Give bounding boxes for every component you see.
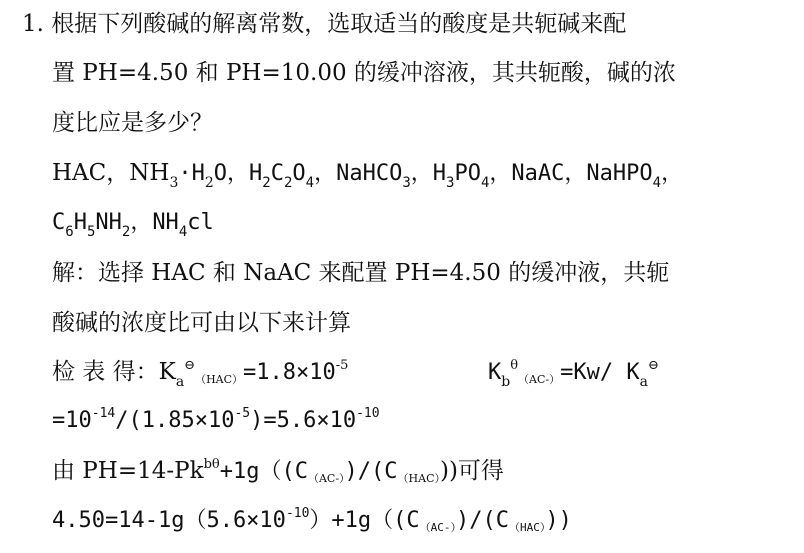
chem-hac: HAC，	[52, 160, 130, 186]
chem-text: ·H	[178, 161, 205, 186]
subscript: 4	[480, 175, 490, 191]
question-line-3: 度比应是多少？	[52, 110, 213, 136]
solution-line-2: 酸碱的浓度比可由以下来计算	[52, 310, 351, 336]
chem-text: O，	[213, 161, 250, 186]
chem-text: ，H	[410, 161, 447, 186]
kb-symbol: K	[488, 360, 502, 385]
lookup-label: 检 表 得：	[52, 359, 159, 385]
subscript: 2	[204, 175, 214, 191]
chem-text: H	[249, 161, 263, 186]
species-ac: （AC-）	[419, 521, 457, 534]
calc-text: ))	[545, 508, 572, 533]
ph-species-ac: （AC-）	[307, 472, 345, 485]
ph-subscript-b: b	[203, 457, 212, 472]
exponent: -5	[234, 406, 251, 421]
question-text-1: 根据下列酸碱的解离常数，选取适当的酸度是共轭碱来配	[51, 11, 627, 37]
species-hac: （HAC）	[509, 521, 546, 534]
exponent: -10	[356, 406, 380, 421]
subscript: 4	[178, 224, 188, 240]
chem-text: C	[270, 161, 284, 186]
ph-calculation	[52, 506, 572, 539]
subscript: 4	[652, 175, 662, 191]
ph-text: )/(C	[344, 459, 398, 484]
chem-text: C	[52, 210, 66, 235]
question-number: 1.	[22, 11, 44, 37]
subscript: 2	[121, 224, 131, 240]
calc-text: /(1.85×10	[115, 408, 235, 433]
ka-species: （HAC）	[195, 373, 244, 386]
lookup-line	[52, 357, 348, 391]
calc-text: )=5.6×10	[250, 408, 357, 433]
chem-nh3	[129, 160, 250, 191]
kb-species: （AC-）	[518, 373, 561, 386]
chem-text: ，	[661, 161, 684, 186]
subscript: 3	[402, 175, 411, 191]
ph-theta: θ	[211, 457, 220, 472]
calc-text: ）+1g（(C	[309, 508, 420, 533]
chem-text: H	[73, 210, 87, 235]
chem-text: ，NaAC，NaHPO	[489, 161, 653, 186]
ka-theta: ⊖	[184, 358, 196, 373]
kb-ka-subscript: a	[639, 374, 648, 390]
subscript: 3	[446, 175, 455, 191]
kb-equation: =Kw/ K	[560, 360, 640, 385]
chem-text: ，NH	[130, 210, 179, 235]
kb-calculation	[52, 406, 380, 439]
calc-text: )/(C	[456, 508, 510, 533]
chemical-list-line-2	[52, 208, 214, 240]
question-line-2: 置 PH=4.50 和 PH=10.00 的缓冲溶液，其共轭酸，碱的浓	[52, 60, 676, 86]
chem-text: PO	[454, 161, 481, 186]
subscript: 4	[305, 175, 315, 191]
calc-text: 4.50=14-1g（5.6×10	[52, 508, 286, 533]
subscript: 3	[169, 175, 179, 191]
calc-text: =10	[52, 408, 92, 433]
ph-text: +1g（(C	[219, 459, 308, 484]
kb-expression	[488, 357, 659, 391]
ph-text: 由 PH=14-Pk	[52, 458, 204, 484]
subscript: 6	[65, 224, 74, 240]
solution-line-1: 解：选择 HAC 和 NaAC 来配置 PH=4.50 的缓冲液，共轭	[52, 260, 670, 286]
chem-h2c2o4	[249, 161, 684, 191]
ka-exponent: -5	[335, 358, 349, 373]
chem-text: NH	[95, 210, 122, 235]
kb-theta: θ	[510, 358, 519, 373]
ph-text: ))可得	[439, 458, 504, 484]
exponent: -10	[285, 506, 310, 521]
chem-text: NH	[129, 160, 170, 186]
chemical-list-line-1	[52, 158, 683, 191]
ka-value: =1.8×10	[243, 360, 336, 385]
ph-species-hac: （HAC）	[397, 472, 440, 485]
chem-text: ，NaHCO	[314, 161, 403, 186]
ph-formula	[52, 456, 504, 490]
kb-subscript: b	[501, 374, 511, 390]
subscript: 5	[86, 224, 96, 240]
ka-symbol: K	[158, 359, 176, 385]
subscript: 2	[262, 175, 271, 191]
ka-subscript: a	[175, 374, 185, 390]
chem-text: O	[292, 161, 306, 186]
question-line-1	[22, 9, 626, 39]
kb-ka-theta: ⊖	[647, 358, 659, 373]
chem-text: cl	[187, 210, 214, 235]
subscript: 2	[283, 175, 293, 191]
exponent: -14	[91, 406, 116, 421]
